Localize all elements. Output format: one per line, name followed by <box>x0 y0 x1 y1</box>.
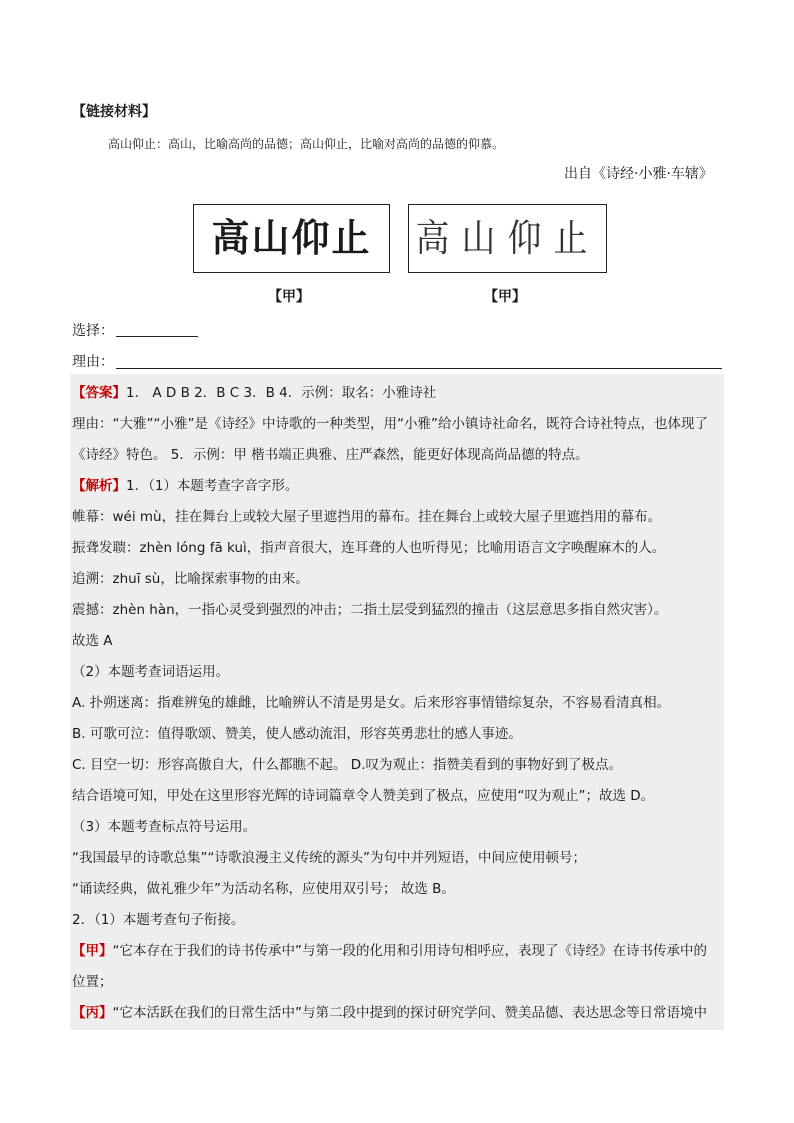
analysis-line-3: 振聋发聩：zhèn lóng fā kuì，指声音很大，连耳聋的人也听得见；比喻用语言文字唤醒麻木的人。 <box>72 540 666 556</box>
analysis-line-13: “我国最早的诗歌总集”“诗歌浪漫主义传统的源头”为句中并列短语，中间应使用顿号； <box>72 850 586 866</box>
analysis-line-1 <box>72 477 298 495</box>
analysis-line-6: 故选 A <box>72 633 113 649</box>
analysis-line-12: （3）本题考查标点符号运用。 <box>72 819 257 835</box>
analysis-line-7: （2）本题考查词语运用。 <box>72 664 230 680</box>
analysis-text-16: “它本存在于我们的诗书传承中”与第一段的化用和引用诗句相呼应，表现了《诗经》在诗书传承中的 <box>112 943 707 959</box>
analysis-line-11: 结合语境可知，甲处在这里形容光辉的诗词篇章令人赞美到了极点，应使用“叹为观止”；故选 D。 <box>72 788 655 804</box>
calligraphy-kaishu-box <box>193 204 390 273</box>
analysis-line-18 <box>72 1004 707 1022</box>
answer-line-1 <box>72 384 436 402</box>
analysis-line-10: C. 目空一切：形容高傲自大，什么都瞧不起。 D.叹为观止：指赞美看到的事物好到了极点。 <box>72 757 622 773</box>
analysis-line-16 <box>72 942 707 960</box>
analysis-line-14: “诵读经典，做礼雅少年”为活动名称，应使用双引号； 故选 B。 <box>72 881 455 897</box>
link-material-definition: 高山仰止：高山，比喻高尚的品德；高山仰止，比喻对高尚的品德的仰慕。 <box>108 137 505 151</box>
analysis-line-5: 震撼：zhèn hàn，一指心灵受到强烈的冲击；二指土层受到猛烈的撞击（这层意思多指自然灾害）。 <box>72 602 668 618</box>
answer-tag: 【答案】 <box>72 385 126 401</box>
bing-tag: 【丙】 <box>72 1005 113 1021</box>
link-material-heading: 【链接材料】 <box>72 104 156 120</box>
choice-label: 选择： <box>72 323 114 339</box>
calligraphy-left-label: 【甲】 <box>268 289 310 305</box>
analysis-line-2: 帷幕：wéi mù，挂在舞台上或较大屋子里遮挡用的幕布。挂在舞台上或较大屋子里遮挡用的幕布。 <box>72 509 662 525</box>
answer-line-2: 理由：“大雅”“小雅”是《诗经》中诗歌的一种类型，用“小雅”给小镇诗社命名，既符合诗社特点，也体现了 <box>72 416 708 432</box>
analysis-line-15: 2．（1）本题考查句子衔接。 <box>72 912 245 928</box>
calligraphy-zhuanshu-text: 高山仰止 <box>415 217 600 261</box>
choice-blank[interactable] <box>116 336 198 337</box>
analysis-line-4: 追溯：zhuī sù，比喻探索事物的由来。 <box>72 571 309 587</box>
analysis-line-8: A. 扑朔迷离：指难辨兔的雄雌，比喻辨认不清是男是女。后来形容事情错综复杂，不容易看清真相。 <box>72 695 671 711</box>
analysis-text-1: 1．（1）本题考查字音字形。 <box>126 478 299 494</box>
jia-tag: 【甲】 <box>72 943 113 959</box>
calligraphy-zhuanshu-box <box>408 204 607 273</box>
link-material-source: 出自《诗经·小雅·车辖》 <box>564 166 713 182</box>
analysis-line-9: B. 可歌可泣：值得歌颂、赞美，使人感动流泪，形容英勇悲壮的感人事迹。 <box>72 726 522 742</box>
reason-label: 理由： <box>72 354 114 370</box>
calligraphy-right-label: 【甲】 <box>484 289 526 305</box>
answer-text-1: 1． A D B 2．B C 3．B 4．示例：取名：小雅诗社 <box>126 385 437 401</box>
analysis-tag: 【解析】 <box>72 478 126 494</box>
reason-blank[interactable] <box>116 368 722 369</box>
answer-line-3: 《诗经》特色。 5．示例：甲 楷书端正典雅、庄严森然，能更好体现高尚品德的特点。 <box>72 447 589 463</box>
analysis-line-17: 位置； <box>72 974 113 990</box>
calligraphy-kaishu-text: 高山仰止 <box>211 215 372 260</box>
analysis-text-18: “它本活跃在我们的日常生活中”与第二段中提到的探讨研究学问、赞美品德、表达思念等日常语境中 <box>112 1005 707 1021</box>
